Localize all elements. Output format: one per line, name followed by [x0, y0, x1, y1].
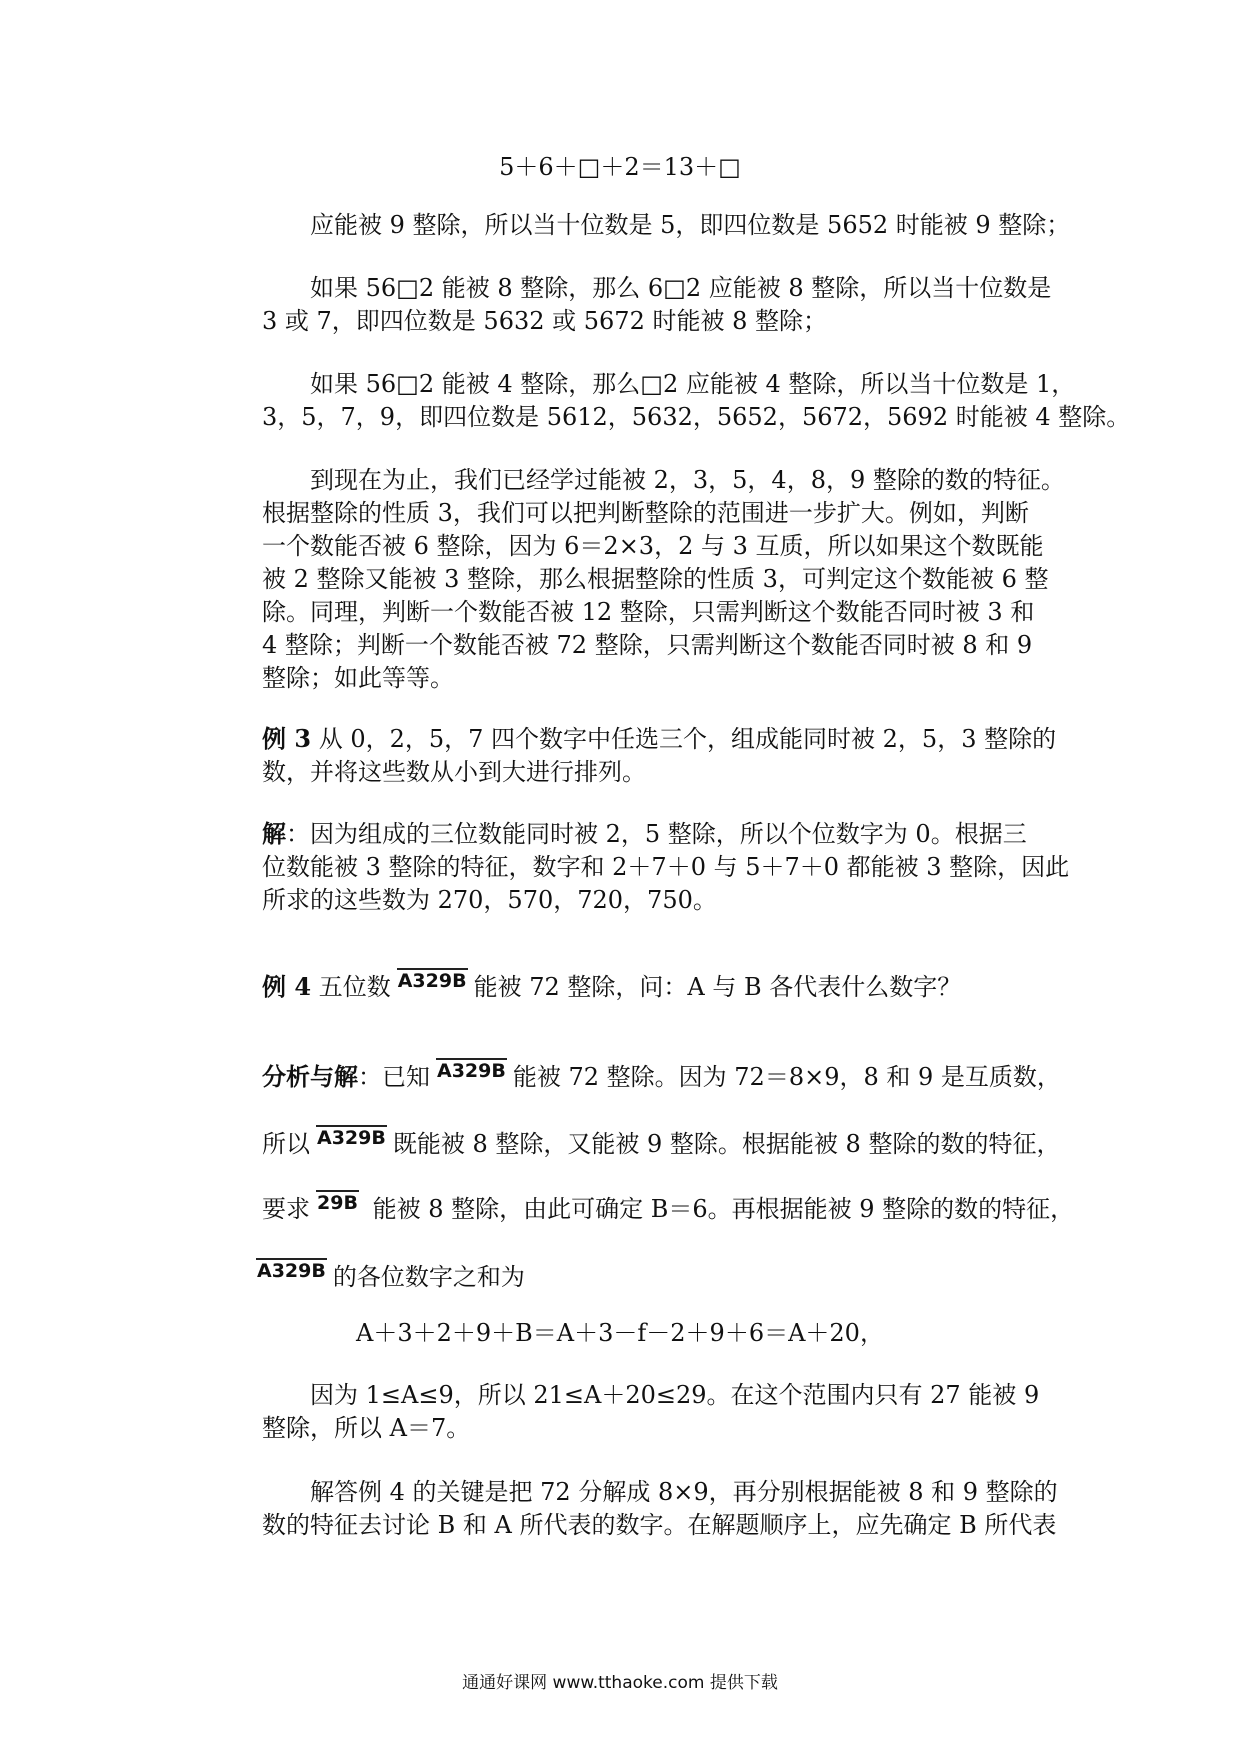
solution-4-line: [262, 1058, 1061, 1094]
paragraph-line: 3 或 7，即四位数是 5632 或 5672 时能被 8 整除；: [262, 307, 827, 335]
example-3-question: [262, 722, 1057, 756]
paragraph-line: 应能被 9 整除，所以当十位数是 5，即四位数是 5652 时能被 9 整除；: [310, 211, 1071, 239]
text-span: 能被 72 整除。因为 72＝8×9，8 和 9 是互质数，: [512, 1063, 1061, 1091]
text-span: ：已知: [358, 1063, 430, 1091]
example-4-label: 例 4: [262, 972, 312, 1001]
example-3-text: 从 0，2，5，7 四个数字中任选三个，组成能同时被 2，5，3 整除的: [311, 725, 1057, 753]
paragraph-line: 3，5，7，9，即四位数是 5612，5632，5652，5672，5692 时能被 4 整除。: [262, 403, 1131, 431]
solution-4-line: [262, 1125, 1061, 1161]
overlined-number: A329B: [397, 970, 467, 992]
example-3-label: 例 3: [262, 724, 312, 753]
overlined-number: A329B: [257, 1260, 326, 1282]
solution-3-label: 解: [262, 819, 286, 848]
overlined-number: 29B: [317, 1192, 358, 1214]
paragraph-line: 到现在为止，我们已经学过能被 2，3，5，4，8，9 整除的数的特征。: [310, 466, 1065, 494]
overlined-number: A329B: [437, 1060, 506, 1082]
paragraph-line: 整除，所以 A＝7。: [262, 1414, 471, 1442]
paragraph-line: 数，并将这些数从小到大进行排列。: [262, 758, 646, 786]
text-span: 既能被 8 整除，又能被 9 整除。根据能被 8 整除的数的特征，: [392, 1130, 1061, 1158]
solution-3: [262, 817, 1052, 851]
paragraph-line: 所求的这些数为 270，570，720，750。: [262, 886, 717, 914]
paragraph-line: 位数能被 3 整除的特征，数字和 2＋7＋0 与 5＋7＋0 都能被 3 整除，因此: [262, 853, 1070, 881]
text-span: 要求: [262, 1195, 310, 1223]
formula-digit-sum: 5＋6＋□＋2＝13＋□: [499, 153, 741, 181]
paragraph-line: 因为 1≤A≤9，所以 21≤A＋20≤29。在这个范围内只有 27 能被 9: [310, 1381, 1040, 1409]
text-span: 的各位数字之和为: [332, 1263, 525, 1291]
example-4-question: [262, 968, 1052, 1004]
paragraph-line: 4 整除；判断一个数能否被 72 整除，只需判断这个数能否同时被 8 和 9: [262, 631, 1033, 659]
text-span: 能被 8 整除，由此可确定 B＝6。再根据能被 9 整除的数的特征，: [364, 1195, 1075, 1223]
paragraph-line: 一个数能否被 6 整除，因为 6＝2×3，2 与 3 互质，所以如果这个数既能: [262, 532, 1044, 560]
solution-4-line: [262, 1190, 1075, 1226]
solution-3-text: ：因为组成的三位数能同时被 2，5 整除，所以个位数字为 0。根据三: [286, 820, 1027, 848]
formula-digit-sum-2: A＋3＋2＋9＋B＝A＋3－f－2＋9＋6＝A＋20，: [356, 1319, 884, 1347]
example-4-text-post: 能被 72 整除，问：A 与 B 各代表什么数字？: [473, 973, 962, 1001]
paragraph-line: 解答例 4 的关键是把 72 分解成 8×9，再分别根据能被 8 和 9 整除的: [310, 1478, 1058, 1506]
text-span: 所以: [262, 1130, 310, 1158]
paragraph-line: 如果 56□2 能被 8 整除，那么 6□2 应能被 8 整除，所以当十位数是: [310, 274, 1052, 302]
paragraph-line: 整除；如此等等。: [262, 664, 454, 692]
paragraph-line: 如果 56□2 能被 4 整除，那么□2 应能被 4 整除，所以当十位数是 1，: [310, 370, 1076, 398]
solution-4-label: 分析与解: [262, 1062, 358, 1091]
paragraph-line: 数的特征去讨论 B 和 A 所代表的数字。在解题顺序上，应先确定 B 所代表: [262, 1511, 1057, 1539]
example-4-text-pre: 五位数: [311, 973, 391, 1001]
solution-4-line: [256, 1258, 1046, 1294]
overlined-number: A329B: [317, 1127, 386, 1149]
page-footer: 通通好课网 www.tthaoke.com 提供下载: [462, 1673, 778, 1693]
paragraph-line: 除。同理，判断一个数能否被 12 整除，只需判断这个数能否同时被 3 和: [262, 598, 1035, 626]
paragraph-line: 根据整除的性质 3，我们可以把判断整除的范围进一步扩大。例如，判断: [262, 499, 1029, 527]
paragraph-line: 被 2 整除又能被 3 整除，那么根据整除的性质 3，可判定这个数能被 6 整: [262, 565, 1049, 593]
